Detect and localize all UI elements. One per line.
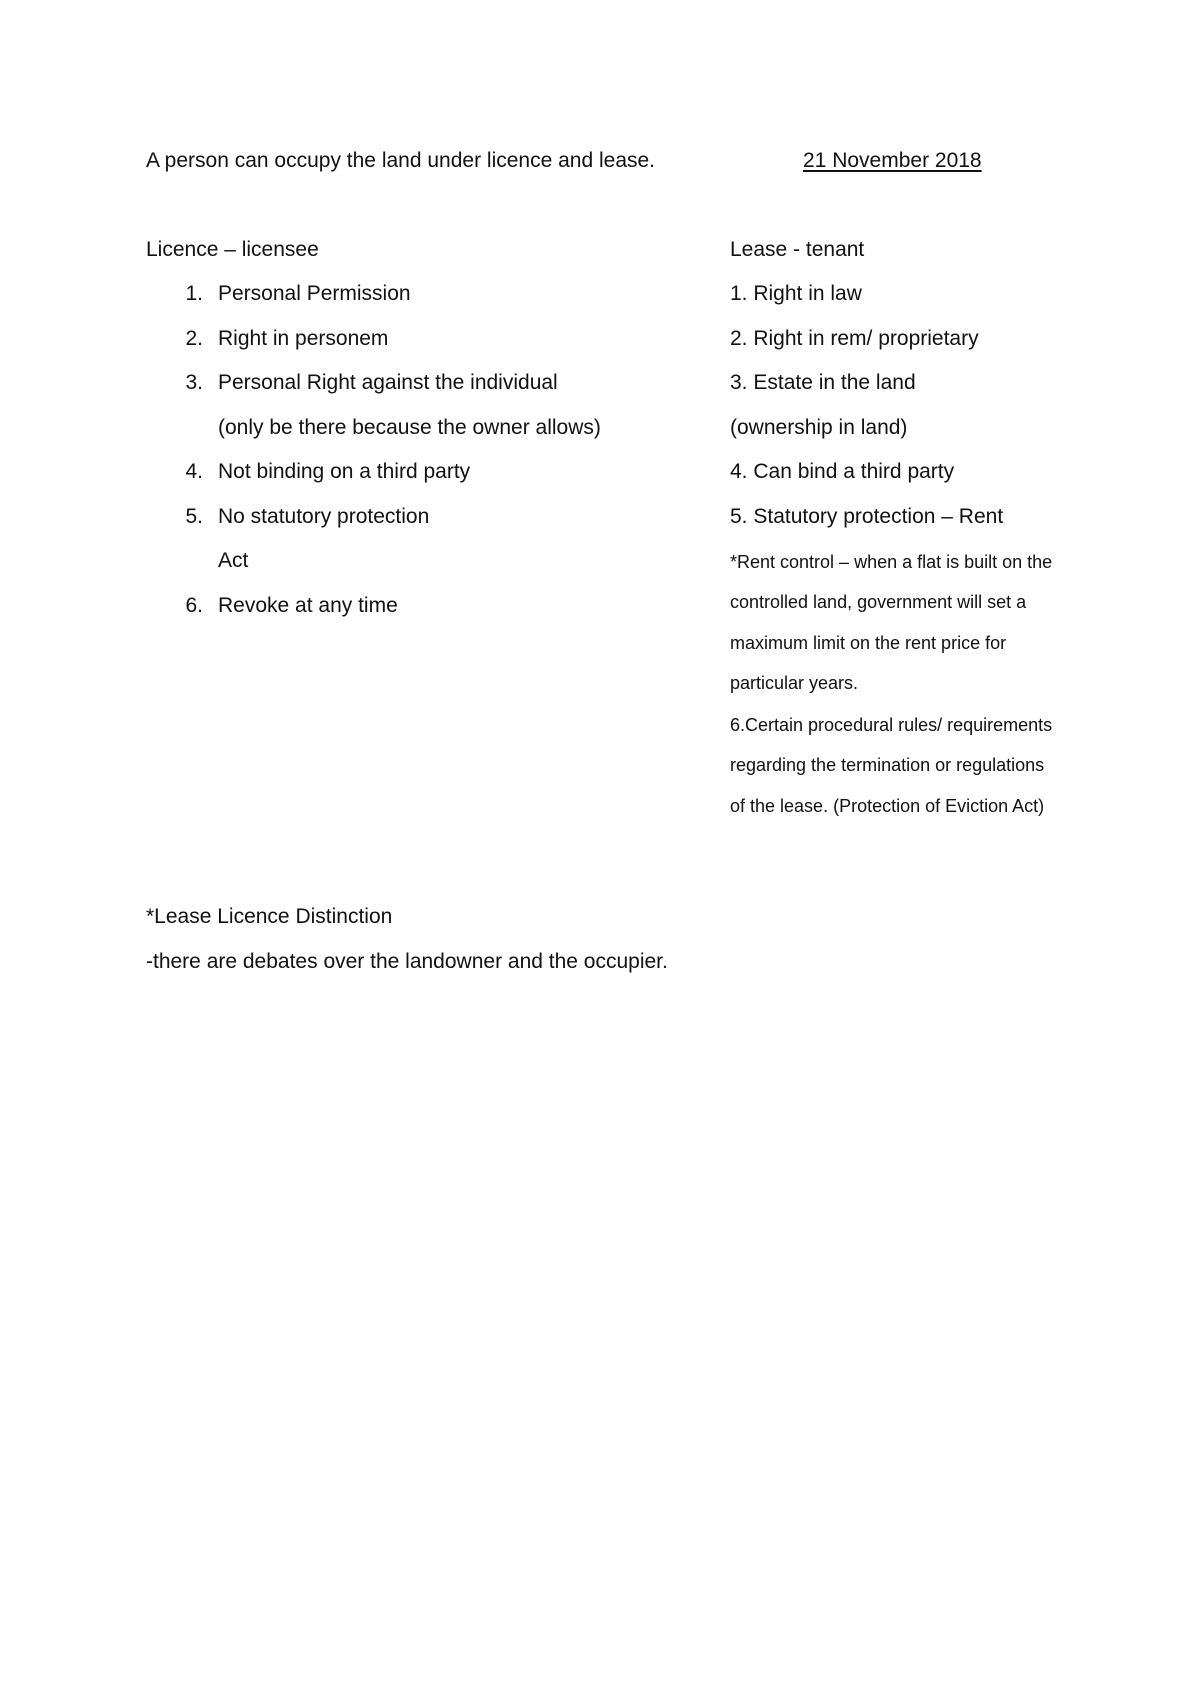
lease-item: 2. Right in rem/ proprietary [730, 327, 979, 350]
licence-item-number: 6. [185, 594, 203, 617]
licence-item-number: 1. [185, 282, 203, 305]
lease-item: 4. Can bind a third party [730, 460, 955, 483]
licence-item-text: Revoke at any time [218, 594, 398, 617]
note-line: controlled land, government will set a [730, 592, 1027, 612]
licence-item-continuation: (only be there because the owner allows) [218, 416, 601, 439]
note-line: 6.Certain procedural rules/ requirements [730, 715, 1053, 735]
licence-heading: Licence – licensee [146, 238, 319, 261]
licence-item-continuation: Act [218, 549, 249, 572]
licence-item-text: Personal Right against the individual [218, 371, 558, 394]
lease-heading: Lease - tenant [730, 238, 865, 261]
lease-item: 5. Statutory protection – Rent [730, 505, 1004, 528]
licence-item-number: 4. [185, 460, 203, 483]
lease-item: 3. Estate in the land [730, 371, 916, 394]
note-line: *Rent control – when a flat is built on the [730, 552, 1053, 572]
licence-item-text: No statutory protection [218, 505, 430, 528]
licence-item-number: 2. [185, 327, 203, 350]
lease-item-continuation: (ownership in land) [730, 416, 908, 439]
distinction-text: -there are debates over the landowner and the occupier. [146, 950, 668, 973]
distinction-heading: *Lease Licence Distinction [146, 905, 393, 928]
note-line: of the lease. (Protection of Eviction Act) [730, 796, 1045, 816]
licence-item-text: Not binding on a third party [218, 460, 471, 483]
note-line: particular years. [730, 673, 859, 693]
note-line: maximum limit on the rent price for [730, 633, 1007, 653]
document-date: 21 November 2018 [803, 149, 982, 172]
licence-item-text: Right in personem [218, 327, 389, 350]
intro-text: A person can occupy the land under licence and lease. [146, 149, 656, 172]
licence-item-number: 3. [185, 371, 203, 394]
licence-item-number: 5. [185, 505, 203, 528]
lease-item: 1. Right in law [730, 282, 862, 305]
licence-item-text: Personal Permission [218, 282, 411, 305]
note-line: regarding the termination or regulations [730, 755, 1045, 775]
